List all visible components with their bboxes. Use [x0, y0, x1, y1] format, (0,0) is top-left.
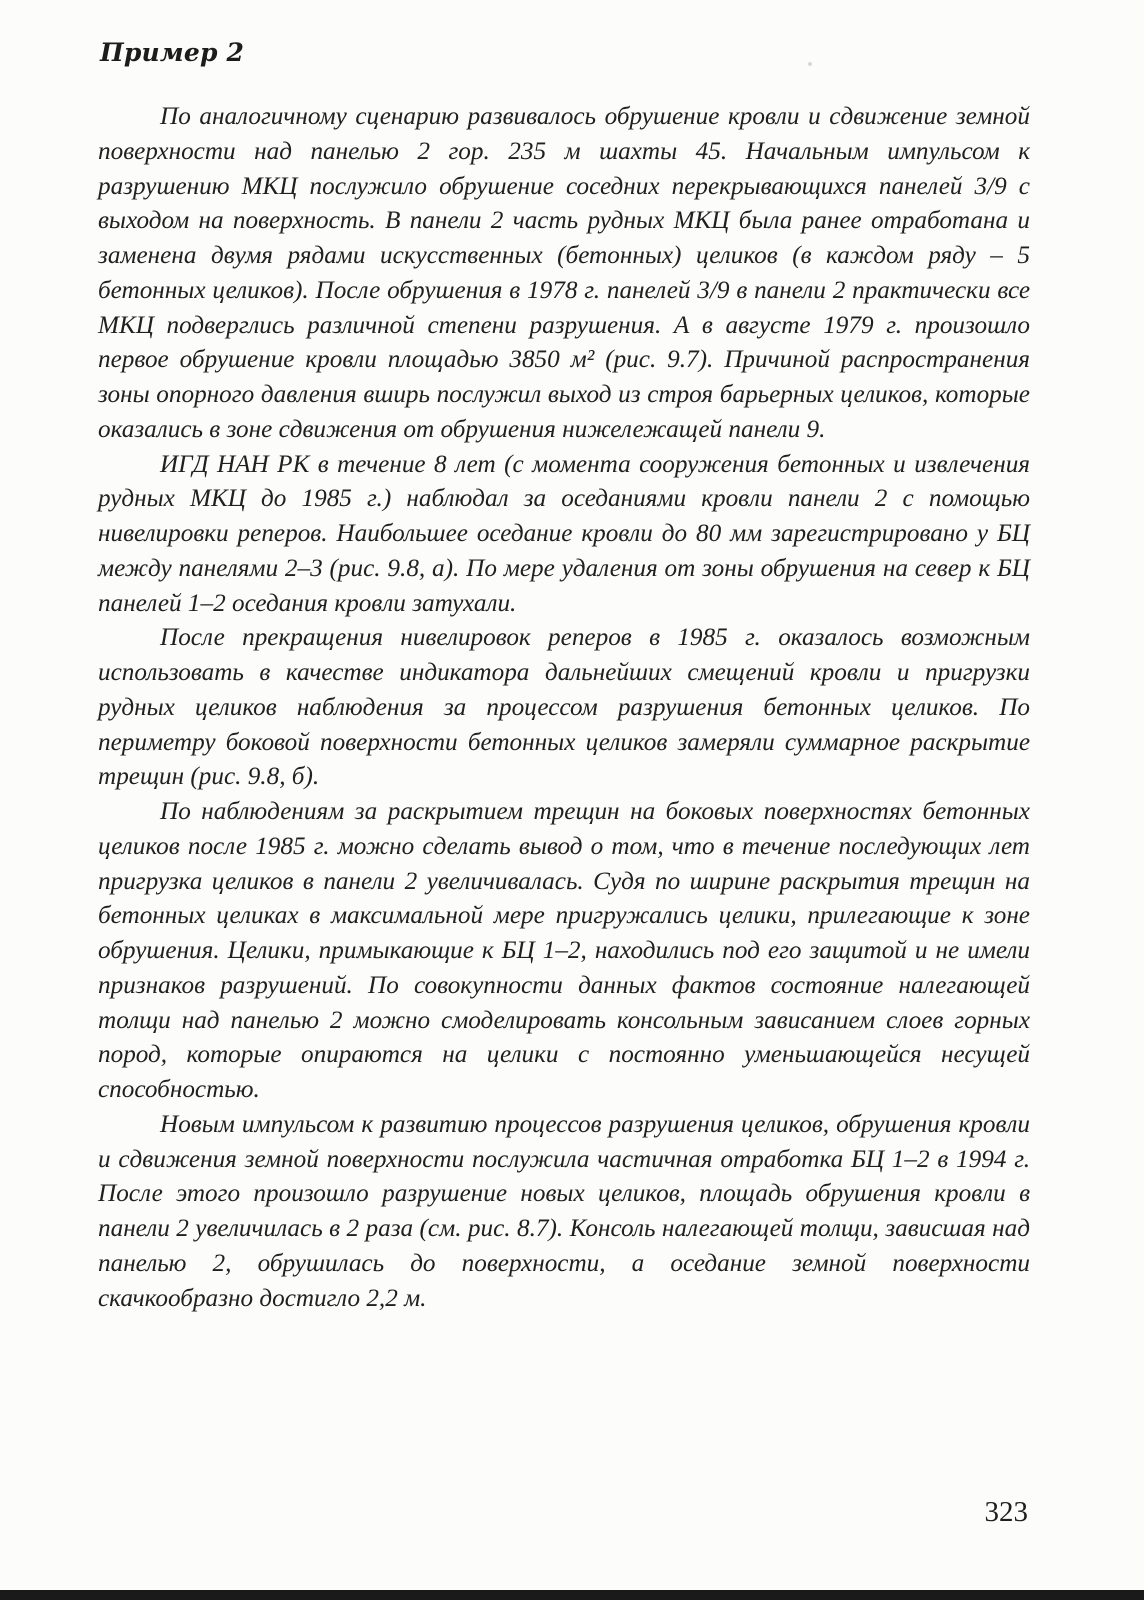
scan-speck: [808, 62, 812, 66]
paragraph-2: ИГД НАН РК в течение 8 лет (с момента сооружения бетонных и извлечения рудных МКЦ до 1985 г.) наблюдал за оседаниями кровли панели 2 с помощью нивелировки реперов. Наибольшее оседание кровли до 80 мм зарегистрировано у БЦ между панелями 2–3 (рис. 9.8, а). По мере удаления от зоны обрушения на север к БЦ панелей 1–2 оседания кровли затухали.: [98, 450, 1030, 617]
paragraph-3: После прекращения нивелировок реперов в 1985 г. оказалось возможным использовать в качестве индикатора дальнейших смещений кровли и пригрузки рудных целиков наблюдения за процессом разрушения бетонных целиков. По периметру боковой поверхности бетонных целиков замеряли суммарное раскрытие трещин (рис. 9.8, б).: [98, 624, 1030, 791]
body-text: [98, 100, 1030, 1316]
paragraph-1: По аналогичному сценарию развивалось обрушение кровли и сдвижение земной поверхности над панелью 2 гор. 235 м шахты 45. Начальным импульсом к разрушению МКЦ послужило обрушение соседних перекрывающихся панелей 3/9 с выходом на поверхность. В панели 2 часть рудных МКЦ была ранее отработана и заменена двумя рядами искусственных (бетонных) целиков (в каждом ряду – 5 бетонных целиков). После обрушения в 1978 г. панелей 3/9 в панели 2 практически все МКЦ подверглись различной степени разрушения. А в августе 1979 г. произошло первое обрушение кровли площадью 3850 м² (рис. 9.7). Причиной распространения зоны опорного давления вширь послужил выход из строя барьерных целиков, которые оказались в зоне сдвижения от обрушения нижележащей панели 9.: [98, 103, 1030, 443]
section-heading: Пример 2: [100, 38, 245, 67]
paragraph-5: Новым импульсом к развитию процессов разрушения целиков, обрушения кровли и сдвижения земной поверхности послужила частичная отработка БЦ 1–2 в 1994 г. После этого произошло разрушение новых целиков, площадь обрушения кровли в панели 2 увеличилась в 2 раза (см. рис. 8.7). Консоль налегающей толщи, зависшая над панелью 2, обрушилась до поверхности, а оседание земной поверхности скачкообразно достигло 2,2 м.: [98, 1110, 1030, 1312]
paragraph-4: По наблюдениям за раскрытием трещин на боковых поверхностях бетонных целиков после 1985 г. можно сделать вывод о том, что в течение последующих лет пригрузка целиков в панели 2 увеличивалась. Судя по ширине раскрытия трещин на бетонных целиках в максимальной мере пригружались целики, прилегающие к зоне обрушения. Целики, примыкающие к БЦ 1–2, находились под его защитой и не имели признаков разрушений. По совокупности данных фактов состояние налегающей толщи над панелью 2 можно смоделировать консольным зависанием слоев горных пород, которые опираются на целики с постоянно уменьшающейся несущей способностью.: [98, 798, 1030, 1103]
scan-bottom-edge: [0, 1590, 1144, 1600]
page-number: 323: [984, 1496, 1028, 1528]
